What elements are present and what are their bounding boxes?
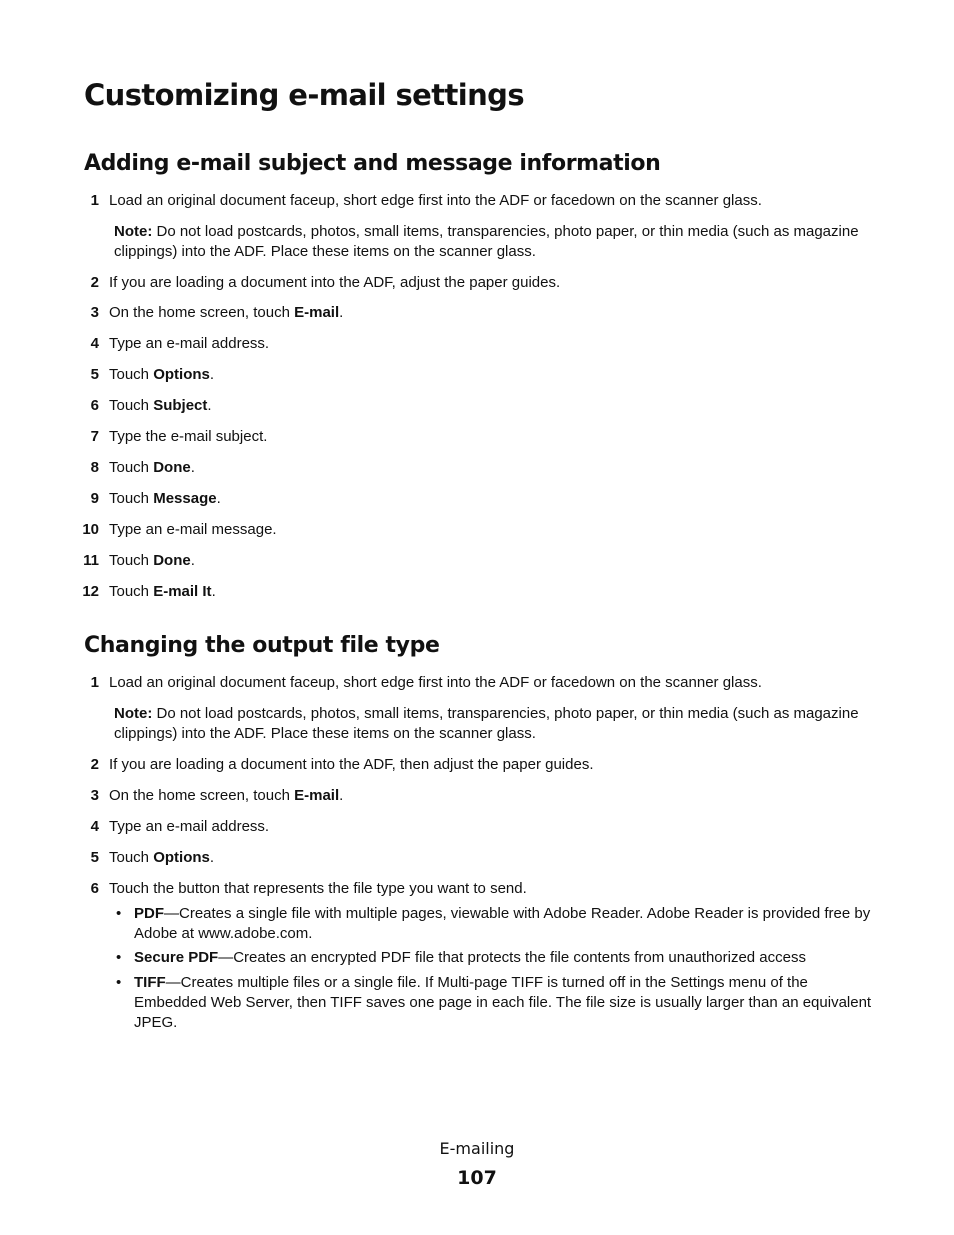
step-text: If you are loading a document into the ADF, adjust the paper guides.: [109, 274, 561, 291]
step-text: Touch Subject.: [109, 397, 212, 414]
step-text: Load an original document faceup, short edge first into the ADF or facedown on the scanner glass.: [109, 674, 762, 691]
ui-term: Options: [153, 849, 210, 866]
ui-term: Options: [153, 366, 210, 383]
ui-term: Message: [153, 490, 217, 507]
ui-term: Done: [153, 459, 191, 476]
ui-term: Subject: [153, 397, 208, 414]
bullet-text: PDF—Creates a single file with multiple pages, viewable with Adobe Reader. Adobe Reader is provided free by Adobe at www.adobe.com.: [134, 905, 871, 942]
step-text: Type the e-mail subject.: [109, 428, 268, 445]
step-number: 2: [90, 274, 99, 291]
step-text: Touch the button that represents the file type you want to send.: [109, 880, 527, 897]
step-number: 9: [90, 490, 99, 507]
note: [114, 704, 884, 744]
step-text: Type an e-mail address.: [109, 818, 270, 835]
step-number: 10: [82, 521, 99, 538]
step-text: If you are loading a document into the ADF, then adjust the paper guides.: [109, 756, 594, 773]
page-number: 107: [457, 1167, 497, 1189]
step-number: 5: [90, 849, 99, 866]
ui-term: Done: [153, 552, 191, 569]
file-type-name: PDF: [134, 905, 164, 922]
bullet-text: TIFF—Creates multiple files or a single file. If Multi-page TIFF is turned off in the Settings menu of the Embedded Web Server, then TIFF saves one page in each file. The file size is usually larger than an equivalent JPEG.: [134, 974, 872, 1031]
step-number: 3: [90, 304, 99, 321]
note-label: Note:: [114, 223, 153, 240]
step-text: Load an original document faceup, short edge first into the ADF or facedown on the scanner glass.: [109, 192, 762, 209]
step-number: 2: [90, 756, 99, 773]
step-text: On the home screen, touch E-mail.: [109, 304, 344, 321]
step-number: 11: [83, 552, 99, 569]
ui-term: E-mail: [294, 304, 340, 321]
step-number: 1: [90, 674, 99, 691]
step-text: Type an e-mail message.: [109, 521, 277, 538]
ui-term: E-mail It: [153, 583, 212, 600]
file-type-name: TIFF: [134, 974, 166, 991]
note-label: Note:: [114, 705, 153, 722]
step-number: 8: [90, 459, 99, 476]
ui-term: E-mail: [294, 787, 340, 804]
step-text: Touch Message.: [109, 490, 221, 507]
step-number: 4: [90, 818, 99, 835]
step-number: 6: [90, 880, 99, 897]
step-text: On the home screen, touch E-mail.: [109, 787, 344, 804]
bullet-dot-icon: •: [116, 974, 122, 991]
section-heading-subject-message: Adding e-mail subject and message information: [84, 151, 661, 176]
bullet-dot-icon: •: [116, 949, 122, 966]
step-number: 7: [90, 428, 99, 445]
step-number: 12: [82, 583, 99, 600]
step-number: 1: [90, 192, 99, 209]
note: [114, 222, 884, 262]
note-text: Do not load postcards, photos, small items, transparencies, photo paper, or thin media (such as magazine clippings) into the ADF. Place these items on the scanner glass.: [114, 223, 859, 260]
file-type-name: Secure PDF: [134, 949, 219, 966]
bullet-dot-icon: •: [116, 905, 122, 922]
step-text: Touch Options.: [109, 849, 215, 866]
page-title: Customizing e-mail settings: [84, 78, 524, 112]
step-text: Touch Done.: [109, 552, 195, 569]
step-text: Touch Done.: [109, 459, 195, 476]
step-number: 6: [90, 397, 99, 414]
step-number: 3: [90, 787, 99, 804]
step-number: 5: [90, 366, 99, 383]
step-text: Type an e-mail address.: [109, 335, 270, 352]
step-number: 4: [90, 335, 99, 352]
footer-section-name: E-mailing: [439, 1139, 515, 1158]
bullet-text: Secure PDF—Creates an encrypted PDF file that protects the file contents from unauthorized access: [134, 949, 806, 966]
note-text: Do not load postcards, photos, small items, transparencies, photo paper, or thin media (such as magazine clippings) into the ADF. Place these items on the scanner glass.: [114, 705, 859, 742]
section-heading-output-file-type: Changing the output file type: [84, 633, 440, 658]
step-text: Touch Options.: [109, 366, 215, 383]
step-text: Touch E-mail It.: [109, 583, 216, 600]
